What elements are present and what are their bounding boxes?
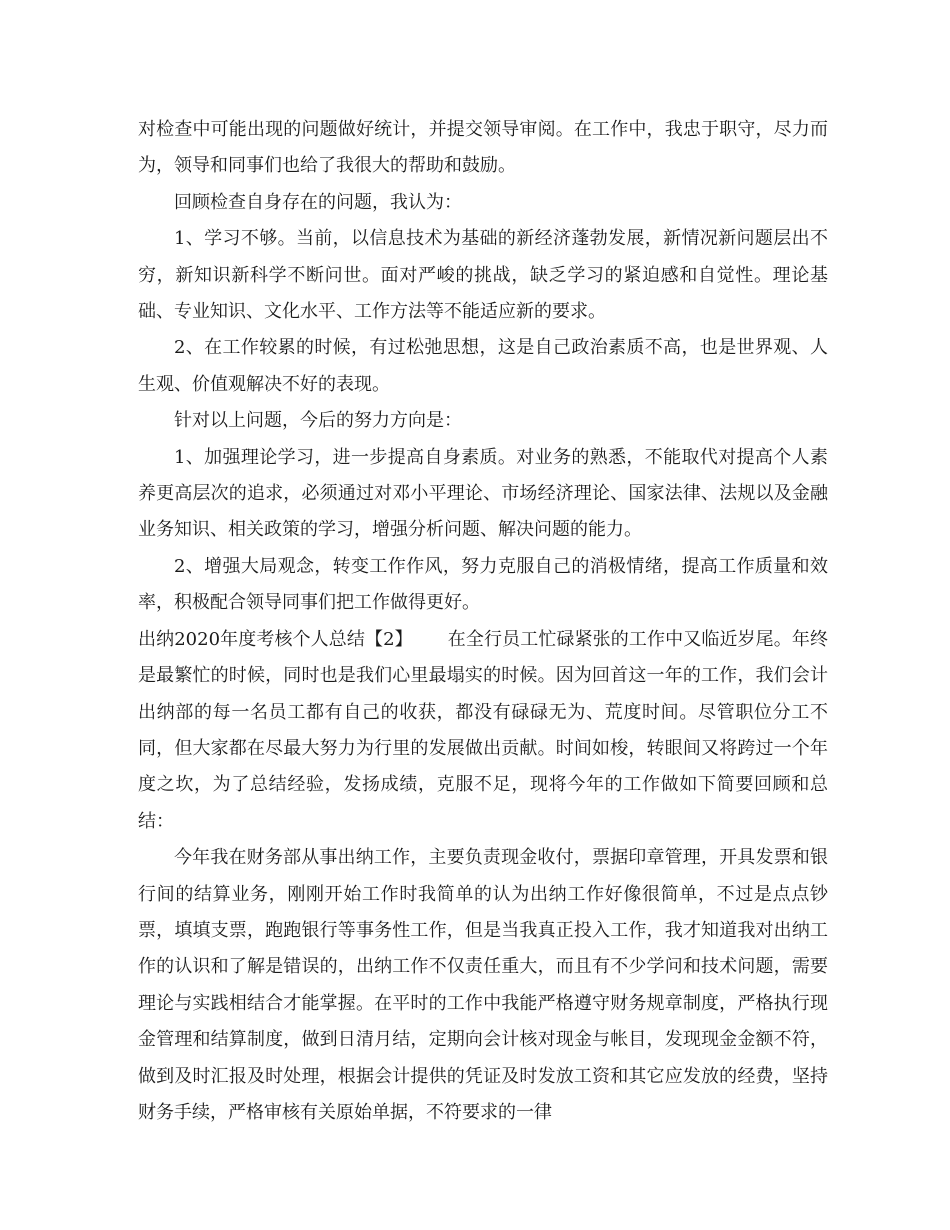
section-heading: 出纳2020年度考核个人总结【2】 xyxy=(138,628,413,650)
section-2-paragraph xyxy=(138,622,828,840)
paragraph-problem-2: 2、在工作较累的时候，有过松弛思想，这是自己政治素质不高，也是世界观、人生观、价值观解决不好的表现。 xyxy=(138,337,828,395)
paragraph-cashier-work: 今年我在财务部从事出纳工作，主要负责现金收付，票据印章管理，开具发票和银行间的结算业务，刚刚开始工作时我简单的认为出纳工作好像很简单，不过是点点钞票，填填支票，跑跑银行等事务性工作，但是当我真正投入工作，我才知道我对出纳工作的认识和了解是错误的，出纳工作不仅责任重大，而且有不少学问和技术问题，需要理论与实践相结合才能掌握。在平时的工作中我能严格遵守财务规章制度，严格执行现金管理和结算制度，做到日清月结，定期向会计核对现金与帐目，发现现金金额不符，做到及时汇报及时处理，根据会计提供的凭证及时发放工资和其它应发放的经费，坚持财务手续，严格审核有关原始单据，不符要求的一律 xyxy=(138,847,828,1123)
document-body xyxy=(138,112,828,1131)
section-intro-text: 在全行员工忙碌紧张的工作中又临近岁尾。年终是最繁忙的时候，同时也是我们心里最塌实的时候。因为回首这一年的工作，我们会计出纳部的每一名员工都有自己的收获，都没有碌碌无为、荒度时间。尽管职位分工不同，但大家都在尽最大努力为行里的发展做出贡献。时间如梭，转眼间又将跨过一个年度之坎，为了总结经验，发扬成绩，克服不足，现将今年的工作做如下简要回顾和总结： xyxy=(138,628,828,832)
paragraph-direction-intro: 针对以上问题，今后的努力方向是： xyxy=(174,410,462,432)
paragraph-duty-summary: 对检查中可能出现的问题做好统计，并提交领导审阅。在工作中，我忠于职守，尽力而为，领导和同事们也给了我很大的帮助和鼓励。 xyxy=(138,119,828,177)
paragraph-direction-2: 2、增强大局观念，转变工作作风，努力克服自己的消极情绪，提高工作质量和效率，积极配合领导同事们把工作做得更好。 xyxy=(138,555,828,614)
paragraph-direction-1: 1、加强理论学习，进一步提高自身素质。对业务的熟悉，不能取代对提高个人素养更高层次的追求，必须通过对邓小平理论、市场经济理论、国家法律、法规以及金融业务知识、相关政策的学习，增强分析问题、解决问题的能力。 xyxy=(138,446,828,541)
paragraph-problems-intro: 回顾检查自身存在的问题，我认为： xyxy=(174,191,462,213)
paragraph-problem-1: 1、学习不够。当前，以信息技术为基础的新经济蓬勃发展，新情况新问题层出不穷，新知识新科学不断问世。面对严峻的挑战，缺乏学习的紧迫感和自觉性。理论基础、专业知识、文化水平、工作方法等不能适应新的要求。 xyxy=(138,228,828,323)
